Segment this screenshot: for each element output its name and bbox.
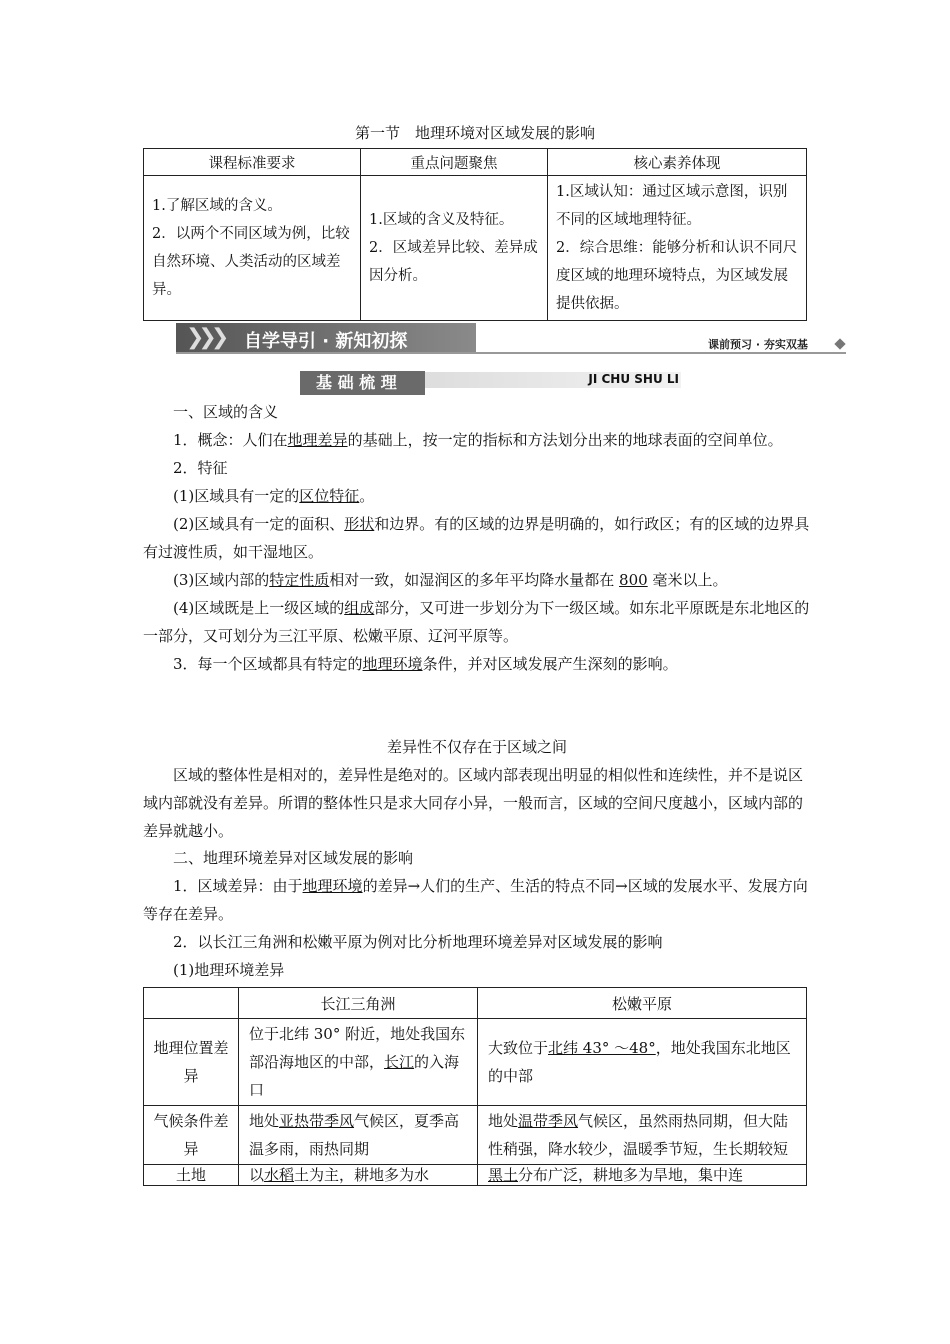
note-title: 差异性不仅存在于区域之间 [386,738,567,756]
focus-item: 2．区域差异比较、差异成因分析。 [369,240,538,284]
env-header-yangtze: 长江三角洲 [239,988,478,1019]
sub-banner: 基 础 梳 理 [300,371,425,395]
env-header-songnen: 松嫩平原 [478,988,807,1019]
banner-rule [176,352,846,354]
standards-table [143,148,807,321]
row-label-climate: 气候条件差异 [144,1106,239,1165]
row-label-location: 地理位置差异 [144,1019,239,1106]
section2 [143,844,811,984]
paragraph: 1．区域差异：由于地理环境的差异→人们的生产、生活的特点不同→区域的发展水平、发展方向等存在差异。 [143,877,808,923]
requirement-item: 1.了解区域的含义。 [152,198,282,214]
section-heading: 一、区域的含义 [173,403,279,421]
paragraph: (1)区域具有一定的区位特征。 [173,487,375,505]
page-title: 第一节 地理环境对区域发展的影响 [354,124,595,142]
standards-header-2: 重点问题聚焦 [361,149,548,176]
env-header-blank [144,988,239,1019]
table-cell: 位于北纬 30° 附近，地处我国东部沿海地区的中部，长江的入海口 [239,1019,478,1106]
standards-cell-requirements [144,176,361,321]
paragraph: (3)区域内部的特定性质相对一致，如湿润区的多年平均降水量都在 800 毫米以上。 [173,571,728,589]
standards-header-1: 课程标准要求 [144,149,361,176]
paragraph: 3．每一个区域都具有特定的地理环境条件，并对区域发展产生深刻的影响。 [173,655,678,673]
section-banner [176,323,476,353]
literacy-item: 2．综合思维：能够分析和认识不同尺度区域的地理环境特点，为区域发展提供依据。 [556,240,798,312]
section1 [143,398,811,678]
note-text: 区域的整体性是相对的，差异性是绝对的。区域内部表现出明显的相似性和连续性，并不是说区域内部就没有差异。所谓的整体性只是求大同存小异，一般而言，区域的空间尺度越小，区域内部的差异就越小。 [143,766,804,840]
focus-item: 1.区域的含义及特征。 [369,212,514,228]
literacy-item: 1.区域认知：通过区域示意图，识别不同的区域地理特征。 [556,184,788,228]
table-cell: 大致位于北纬 43° ～48°，地处我国东北地区的中部 [478,1019,807,1106]
banner-subtitle: 课前预习 · 夯实双基 [708,338,808,351]
row-label-land: 土地 [144,1165,239,1186]
note-box [143,733,811,845]
banner-title: 自学导引 · 新知初探 [244,331,408,352]
paragraph: 1．概念：人们在地理差异的基础上，按一定的指标和方法划分出来的地球表面的空间单位。 [173,431,783,449]
sub-banner-strip [425,372,681,388]
environment-table [143,987,807,1186]
section-heading: 二、地理环境差异对区域发展的影响 [173,849,414,867]
double-chevron-icon: ❯❯❯ [186,325,224,350]
table-cell: 黑土分布广泛，耕地多为旱地，集中连 [478,1165,807,1186]
standards-cell-focus [361,176,548,321]
paragraph: 2．特征 [173,459,228,477]
table-cell: 地处温带季风气候区，虽然雨热同期，但大陆性稍强，降水较少，温暖季节短，生长期较短 [478,1106,807,1165]
diamond-icon [834,338,845,349]
standards-header-3: 核心素养体现 [548,149,807,176]
paragraph: 2．以长江三角洲和松嫩平原为例对比分析地理环境差异对区域发展的影响 [173,933,663,951]
paragraph: (4)区域既是上一级区域的组成部分，又可进一步划分为下一级区域。如东北平原既是东北地区的一部分，又可划分为三江平原、松嫩平原、辽河平原等。 [143,599,810,645]
standards-cell-literacy [548,176,807,321]
requirement-item: 2．以两个不同区域为例，比较自然环境、人类活动的区域差异。 [152,226,350,298]
paragraph: (1)地理环境差异 [173,961,285,979]
sub-banner-pinyin: JI CHU SHU LI [588,372,679,386]
table-cell: 地处亚热带季风气候区，夏季高温多雨，雨热同期 [239,1106,478,1165]
paragraph: (2)区域具有一定的面积、形状和边界。有的区域的边界是明确的，如行政区；有的区域的边界具有过渡性质，如干湿地区。 [143,515,810,561]
table-cell: 以水稻土为主，耕地多为水 [239,1165,478,1186]
